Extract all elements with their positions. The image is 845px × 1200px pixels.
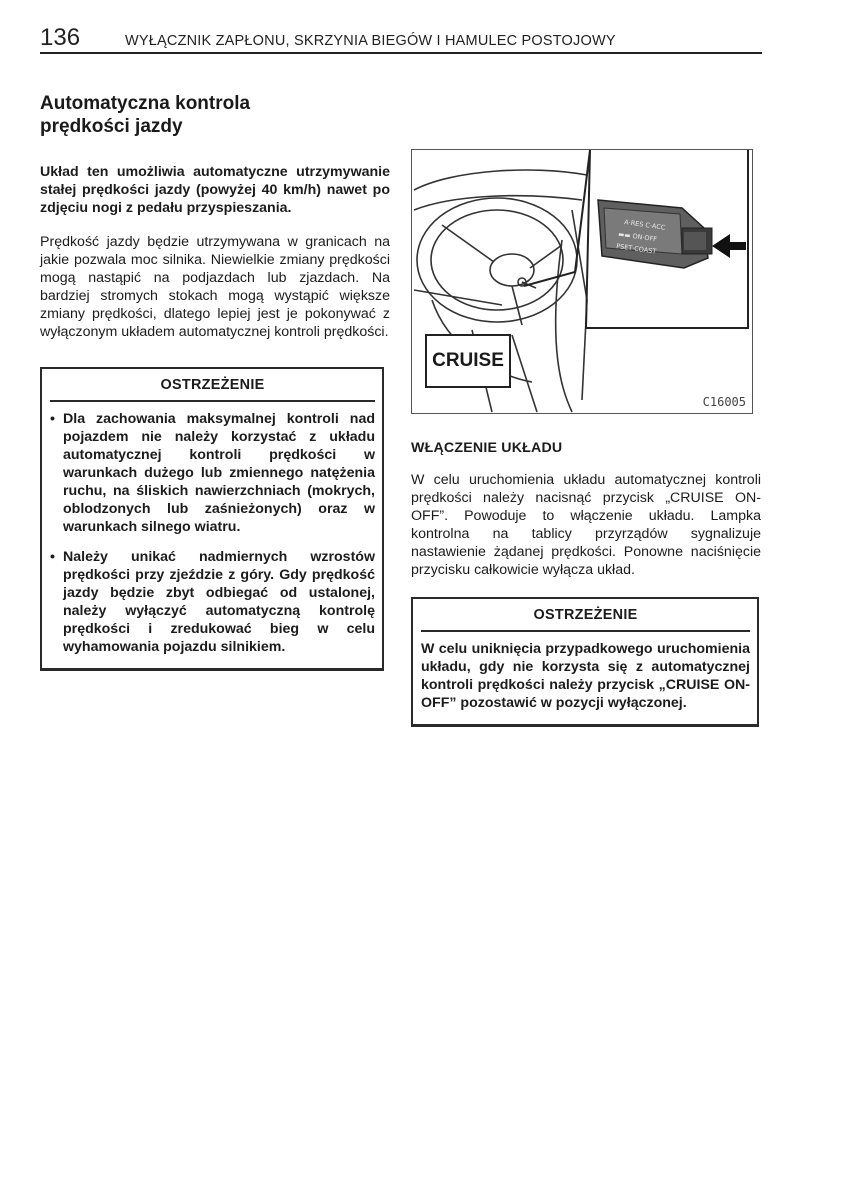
warning-title: OSTRZEŻENIE xyxy=(50,377,375,402)
bullet-icon: • xyxy=(50,411,55,427)
section-heading: WŁĄCZENIE UKŁADU xyxy=(411,440,563,456)
svg-text:▬▬ ON·OFF: ▬▬ ON·OFF xyxy=(617,230,658,244)
body-paragraph: W celu uruchomienia układu automatycznej kontroli prędkości należy nacisnąć przycisk „CRUISE ON-OFF”. Powoduje to włączenie układu. Lampka kontrolna na tablicy przyrządów sygnalizuje nastawienie żądanej prędkości. Ponowne naciśnięcie przycisku całkowicie wyłącza układ. xyxy=(411,472,761,578)
cruise-control-lever-illustration xyxy=(412,150,753,414)
warning-item xyxy=(50,548,375,656)
figure-code: C16005 xyxy=(702,395,746,409)
page-header xyxy=(40,26,762,54)
warning-item xyxy=(50,410,375,536)
warning-box-left xyxy=(40,367,384,671)
warning-text: W celu uniknięcia przypadkowego uruchomienia układu, gdy nie korzysta się z automatycznej kontroli prędkości należy przycisk „CRUISE ON-OFF” pozostawić w pozycji wyłączonej. xyxy=(421,641,750,711)
right-column xyxy=(411,149,761,727)
svg-text:PSET·COAST: PSET·COAST xyxy=(615,242,657,256)
svg-text:A·RES C·ACC: A·RES C·ACC xyxy=(623,218,666,232)
intro-paragraph: Układ ten umożliwia automatyczne utrzymywanie stałej prędkości jazdy (powyżej 40 km/h) nawet po zdjęciu nogi z pedału przyspieszania. xyxy=(40,164,390,216)
section-title xyxy=(40,92,390,138)
section-title-line2: prędkości jazdy xyxy=(40,116,183,137)
cruise-control-figure xyxy=(411,149,753,414)
section-title-line1: Automatyczna kontrola xyxy=(40,93,251,114)
warning-box-right xyxy=(411,597,759,727)
lever-closeup xyxy=(598,200,746,268)
warning-title: OSTRZEŻENIE xyxy=(421,607,750,632)
body-paragraph: Prędkość jazdy będzie utrzymywana w granicach na jakie pozwala moc silnika. Niewielkie zmiany prędkości mogą nastąpić na podjazdach lub zjazdach. Na bardziej stromych stokach mogą wystąpić większe zmiany prędkości, dlatego lepiej jest je pokonywać z wyłączonym układem automatycznej kontroli prędkości. xyxy=(40,234,390,340)
bullet-icon: • xyxy=(50,549,55,565)
running-title: WYŁĄCZNIK ZAPŁONU, SKRZYNIA BIEGÓW I HAMULEC POSTOJOWY xyxy=(125,33,616,49)
page-number: 136 xyxy=(40,24,81,51)
left-column xyxy=(40,92,390,671)
warning-item-text: Dla zachowania maksymalnej kontroli nad pojazdem nie należy korzystać z układu automatycznej kontroli prędkości w warunkach dużego lub zmiennego natężenia ruchu, na śliskich nawierzchniach (mokrych, oblodzonych lub zaśnieżonych) oraz w warunkach silnego wiatru. xyxy=(63,411,375,535)
warning-item-text: Należy unikać nadmiernych wzrostów prędkości przy zjeździe z góry. Gdy prędkość jazdy będzie zbyt odbiegać od ustalonej, należy wyłączyć automatyczną kontrolę prędkości i zredukować bieg w celu wyhamowania pojazdu silnikiem. xyxy=(63,549,375,655)
cruise-label: CRUISE xyxy=(432,350,504,371)
